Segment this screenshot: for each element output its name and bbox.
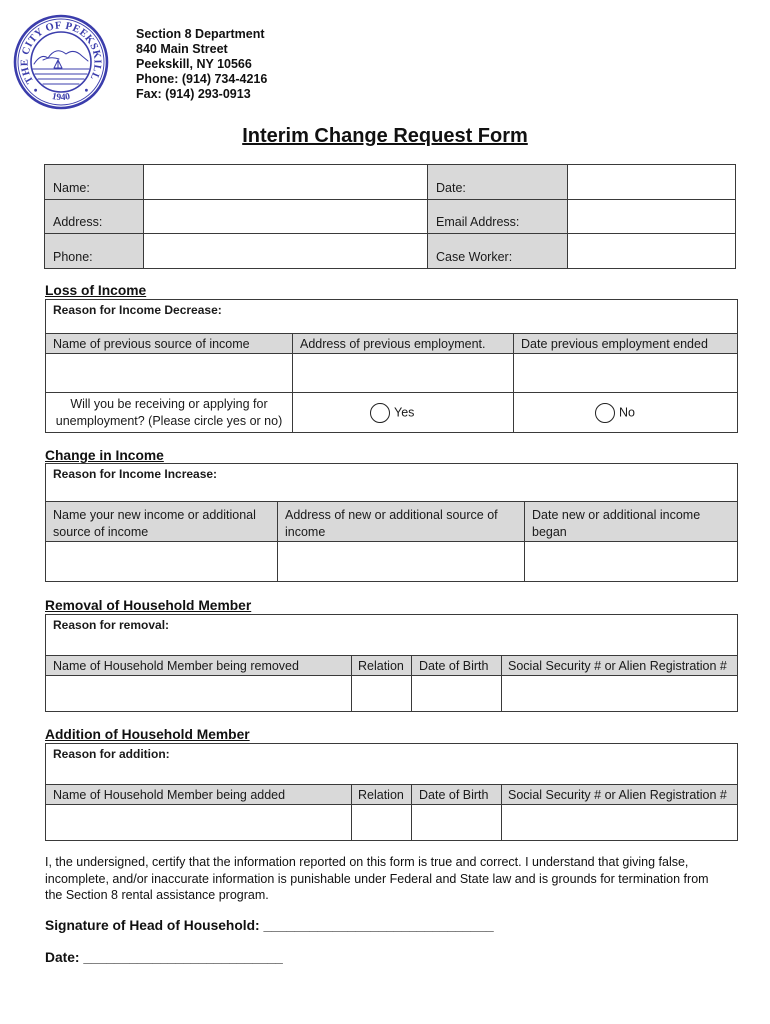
- date-label: Date:: [428, 165, 568, 200]
- new-income-start-date-field[interactable]: [525, 542, 738, 582]
- column-header-date-of-birth: Date of Birth: [412, 656, 502, 676]
- removal-of-household-member-heading: Removal of Household Member: [45, 598, 252, 613]
- removal-reason-field[interactable]: [46, 615, 738, 656]
- certification-statement: I, the undersigned, certify that the information reported on this form is true and correct. I understand that giving false, incomplete, and/or inaccurate information is punishable under Federal and State law and is grounds for termination from the Section 8 rental assistance program.: [45, 855, 709, 902]
- date-signed-line[interactable]: [45, 949, 283, 966]
- column-header-new-income-source: Name your new income or additional source of income: [46, 502, 278, 542]
- previous-employment-address-field[interactable]: [293, 354, 514, 393]
- removal-reason-label: Reason for removal:: [53, 618, 170, 632]
- column-header-previous-employment-address: Address of previous employment.: [293, 334, 514, 354]
- applicant-info-table: [44, 164, 736, 269]
- loss-of-income-heading: Loss of Income: [45, 283, 147, 298]
- phone-field[interactable]: [144, 234, 428, 269]
- added-member-date-of-birth-field[interactable]: [412, 805, 502, 841]
- email-address-label: Email Address:: [428, 200, 568, 234]
- loss-of-income-table: [45, 299, 738, 433]
- form-title: Interim Change Request Form: [242, 125, 528, 147]
- city-seal-logo: [13, 14, 109, 110]
- unemployment-no-option[interactable]: [514, 393, 738, 433]
- signature-line[interactable]: [45, 917, 494, 934]
- date-signed-label: Date:: [45, 950, 80, 965]
- addition-reason-field[interactable]: [46, 744, 738, 785]
- unemployment-yes-option[interactable]: [293, 393, 514, 433]
- date-signed-blank: __________________________: [83, 950, 283, 965]
- seal-city-name: THE CITY OF PEEKSKILL: [19, 20, 103, 86]
- employment-end-date-field[interactable]: [514, 354, 738, 393]
- added-member-relation-field[interactable]: [352, 805, 412, 841]
- yes-label: Yes: [394, 405, 415, 419]
- name-field[interactable]: [144, 165, 428, 200]
- seal-landscape-emblem: [33, 51, 89, 84]
- change-in-income-heading: Change in Income: [45, 448, 164, 463]
- column-header-employment-end-date: Date previous employment ended: [514, 334, 738, 354]
- removed-member-date-of-birth-field[interactable]: [412, 676, 502, 712]
- date-field[interactable]: [568, 165, 736, 200]
- added-member-ssn-field[interactable]: [502, 805, 738, 841]
- column-header-new-income-address: Address of new or additional source of income: [278, 502, 525, 542]
- previous-income-source-field[interactable]: [46, 354, 293, 393]
- city-state-zip: Peekskill, NY 10566: [136, 57, 252, 71]
- removed-member-name-field[interactable]: [46, 676, 352, 712]
- removed-member-relation-field[interactable]: [352, 676, 412, 712]
- column-header-previous-income-source: Name of previous source of income: [46, 334, 293, 354]
- addition-of-household-member-heading: Addition of Household Member: [45, 727, 250, 742]
- signature-blank: ______________________________: [263, 918, 494, 933]
- svg-text:1940: [51, 92, 71, 103]
- column-header-relation: Relation: [352, 656, 412, 676]
- column-header-date-of-birth: Date of Birth: [412, 785, 502, 805]
- name-label: Name:: [45, 165, 144, 200]
- added-member-name-field[interactable]: [46, 805, 352, 841]
- removed-member-ssn-field[interactable]: [502, 676, 738, 712]
- no-circle-icon: [595, 403, 615, 423]
- change-in-income-table: [45, 463, 738, 582]
- department-name: Section 8 Department: [136, 27, 265, 41]
- income-decrease-reason-label: Reason for Income Decrease:: [53, 303, 222, 317]
- income-decrease-reason-field[interactable]: [46, 300, 738, 334]
- income-increase-reason-label: Reason for Income Increase:: [53, 467, 218, 481]
- phone-number: Phone: (914) 734-4216: [136, 72, 268, 86]
- no-label: No: [619, 405, 635, 419]
- street-address: 840 Main Street: [136, 42, 228, 56]
- column-header-new-income-start-date: Date new or additional income began: [525, 502, 738, 542]
- column-header-added-member-name: Name of Household Member being added: [46, 785, 352, 805]
- column-header-relation: Relation: [352, 785, 412, 805]
- fax-number: Fax: (914) 293-0913: [136, 87, 251, 101]
- column-header-ssn-or-alien-registration: Social Security # or Alien Registration #: [502, 785, 738, 805]
- address-field[interactable]: [144, 200, 428, 234]
- unemployment-question: Will you be receiving or applying for unemployment? (Please circle yes or no): [46, 393, 293, 433]
- email-address-field[interactable]: [568, 200, 736, 234]
- addition-reason-label: Reason for addition:: [53, 747, 170, 761]
- yes-circle-icon: [370, 403, 390, 423]
- case-worker-field[interactable]: [568, 234, 736, 269]
- new-income-source-field[interactable]: [46, 542, 278, 582]
- phone-label: Phone:: [45, 234, 144, 269]
- addition-of-household-member-table: [45, 743, 738, 841]
- case-worker-label: Case Worker:: [428, 234, 568, 269]
- income-increase-reason-field[interactable]: [46, 464, 738, 502]
- address-label: Address:: [45, 200, 144, 234]
- removal-of-household-member-table: [45, 614, 738, 712]
- department-address-block: [136, 27, 267, 102]
- new-income-address-field[interactable]: [278, 542, 525, 582]
- signature-label: Signature of Head of Household:: [45, 918, 260, 933]
- column-header-removed-member-name: Name of Household Member being removed: [46, 656, 352, 676]
- seal-year: 1940: [50, 92, 72, 104]
- column-header-ssn-or-alien-registration: Social Security # or Alien Registration #: [502, 656, 738, 676]
